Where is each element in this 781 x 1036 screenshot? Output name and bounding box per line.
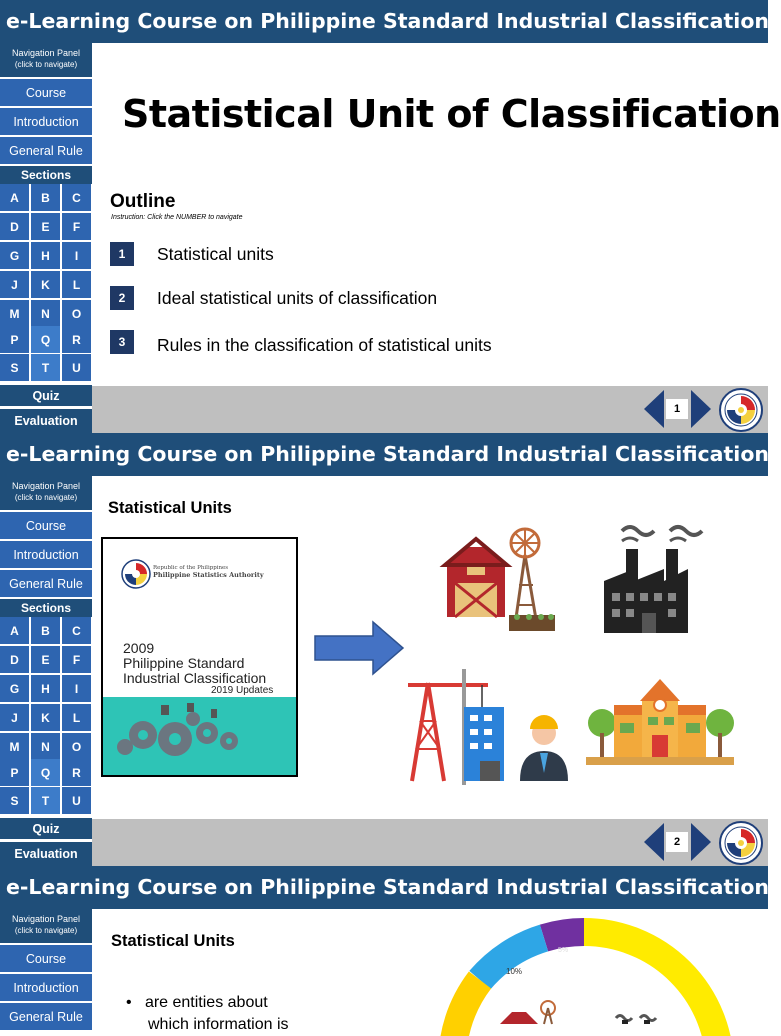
section-b-button[interactable]: B <box>31 184 61 212</box>
section-c-button[interactable]: C <box>62 184 92 212</box>
slide-1 <box>0 0 781 433</box>
section-a-button[interactable]: A <box>0 184 30 212</box>
section-d-button[interactable]: D <box>0 646 30 674</box>
book-agency: Philippine Statistics Authority <box>153 571 264 579</box>
nav-panel-hint: (click to navigate) <box>14 493 78 502</box>
section-t-button[interactable]: T <box>31 354 61 382</box>
section-r-button[interactable]: R <box>62 759 92 787</box>
donut-label-10: 10% <box>506 967 523 976</box>
book-title <box>123 641 266 686</box>
nav-general-rule-button[interactable]: General Rule <box>0 137 92 165</box>
section-n-button[interactable]: N <box>31 733 61 761</box>
slide-footer <box>92 386 768 433</box>
nav-introduction-button[interactable]: Introduction <box>0 541 92 569</box>
previous-slide-arrow-icon[interactable] <box>644 390 664 428</box>
psa-seal-logo <box>719 388 763 432</box>
bullet-line-1: • are entities about <box>126 994 268 1011</box>
nav-panel-title-text: Navigation Panel <box>11 48 81 58</box>
section-m-button[interactable]: M <box>0 300 30 328</box>
next-slide-arrow-icon[interactable] <box>691 823 711 861</box>
farm-icon <box>445 525 557 637</box>
outline-instruction: Instruction: Click the NUMBER to navigate <box>111 214 243 221</box>
outline-number-3-button[interactable]: 3 <box>110 330 134 354</box>
nav-introduction-button[interactable]: Introduction <box>0 108 92 136</box>
book-cover-band <box>103 697 296 775</box>
nav-panel-hint: (click to navigate) <box>14 60 78 69</box>
section-f-button[interactable]: F <box>62 213 92 241</box>
outline-number-1-button[interactable]: 1 <box>110 242 134 266</box>
section-u-button[interactable]: U <box>62 354 92 382</box>
section-i-button[interactable]: I <box>62 242 92 270</box>
nav-panel-hint: (click to navigate) <box>14 926 78 935</box>
factory-smoke-partial <box>616 1016 656 1025</box>
nav-panel-title-text: Navigation Panel <box>11 914 81 924</box>
section-q-button[interactable]: Q <box>31 759 61 787</box>
nav-panel-title <box>0 476 92 511</box>
nav-introduction-button[interactable]: Introduction <box>0 974 92 1002</box>
section-g-button[interactable]: G <box>0 242 30 270</box>
nav-sections-label: Sections <box>0 166 92 184</box>
nav-course-button[interactable]: Course <box>0 512 92 540</box>
book-republic: Republic of the Philippines <box>153 565 229 571</box>
outline-number-2-button[interactable]: 2 <box>110 286 134 310</box>
donut-chart <box>446 930 726 1024</box>
factory-icon <box>604 521 704 637</box>
slide-3 <box>0 866 770 1033</box>
section-k-button[interactable]: K <box>31 271 61 299</box>
nav-course-button[interactable]: Course <box>0 945 92 973</box>
section-c-button[interactable]: C <box>62 617 92 645</box>
bullet-line-2: which information is <box>148 1016 289 1033</box>
section-o-button[interactable]: O <box>62 733 92 761</box>
book-updates: 2019 Updates <box>211 685 274 696</box>
book-title-line-2: Industrial Classification <box>123 670 267 686</box>
section-s-button[interactable]: S <box>0 354 30 382</box>
section-s-button[interactable]: S <box>0 787 30 815</box>
nav-general-rule-button[interactable]: General Rule <box>0 1003 92 1031</box>
section-d-button[interactable]: D <box>0 213 30 241</box>
slide-title: Statistical Unit of Classification <box>122 92 781 136</box>
section-q-button[interactable]: Q <box>31 326 61 354</box>
psic-book-cover <box>101 537 298 777</box>
course-header: e-Learning Course on Philippine Standard Industrial Classification <box>0 0 768 43</box>
section-e-button[interactable]: E <box>31 213 61 241</box>
slide-footer <box>92 819 768 866</box>
section-i-button[interactable]: I <box>62 675 92 703</box>
section-m-button[interactable]: M <box>0 733 30 761</box>
section-p-button[interactable]: P <box>0 759 30 787</box>
outline-item-2: Ideal statistical units of classification <box>157 288 438 308</box>
book-title-line-1: Philippine Standard <box>123 655 245 671</box>
section-t-button[interactable]: T <box>31 787 61 815</box>
book-year: 2009 <box>123 640 155 656</box>
slide-2 <box>0 433 768 866</box>
psa-seal-logo <box>121 559 151 589</box>
section-n-button[interactable]: N <box>31 300 61 328</box>
gears-icon <box>103 697 296 775</box>
section-l-button[interactable]: L <box>62 271 92 299</box>
section-k-button[interactable]: K <box>31 704 61 732</box>
section-heading: Statistical Units <box>108 499 232 517</box>
section-f-button[interactable]: F <box>62 646 92 674</box>
section-u-button[interactable]: U <box>62 787 92 815</box>
psa-seal-logo <box>719 821 763 865</box>
right-arrow-icon <box>315 620 405 676</box>
section-j-button[interactable]: J <box>0 271 30 299</box>
donut-label-5: 5% <box>558 947 569 954</box>
school-icon <box>584 675 736 767</box>
section-j-button[interactable]: J <box>0 704 30 732</box>
section-p-button[interactable]: P <box>0 326 30 354</box>
outline-item-3: Rules in the classification of statistical units <box>157 335 492 355</box>
nav-general-rule-button[interactable]: General Rule <box>0 570 92 598</box>
previous-slide-arrow-icon[interactable] <box>644 823 664 861</box>
nav-sections-label: Sections <box>0 599 92 617</box>
page-number: 1 <box>666 399 688 419</box>
nav-course-button[interactable]: Course <box>0 79 92 107</box>
section-o-button[interactable]: O <box>62 300 92 328</box>
section-a-button[interactable]: A <box>0 617 30 645</box>
section-r-button[interactable]: R <box>62 326 92 354</box>
section-heading: Statistical Units <box>111 932 235 950</box>
section-e-button[interactable]: E <box>31 646 61 674</box>
outline-heading: Outline <box>110 191 176 212</box>
farm-icon-partial <box>500 1001 555 1024</box>
definition-bullet <box>126 992 289 1036</box>
nav-panel-title-text: Navigation Panel <box>11 481 81 491</box>
section-l-button[interactable]: L <box>62 704 92 732</box>
section-h-button[interactable]: H <box>31 242 61 270</box>
nav-evaluation-button[interactable]: Evaluation <box>0 409 92 433</box>
nav-panel-title <box>0 43 92 78</box>
nav-quiz-button[interactable]: Quiz <box>0 385 92 407</box>
outline-item-1: Statistical units <box>157 244 274 264</box>
nav-evaluation-button[interactable]: Evaluation <box>0 842 92 866</box>
nav-panel-title <box>0 909 92 944</box>
construction-icon <box>408 669 570 785</box>
course-header: e-Learning Course on Philippine Standard Industrial Classification <box>0 866 768 909</box>
course-header: e-Learning Course on Philippine Standard Industrial Classification <box>0 433 768 476</box>
page-number: 2 <box>666 832 688 852</box>
section-h-button[interactable]: H <box>31 675 61 703</box>
nav-quiz-button[interactable]: Quiz <box>0 818 92 840</box>
section-g-button[interactable]: G <box>0 675 30 703</box>
section-b-button[interactable]: B <box>31 617 61 645</box>
next-slide-arrow-icon[interactable] <box>691 390 711 428</box>
bullet-line-1-text: are entities about <box>144 994 268 1011</box>
book-publisher <box>153 565 264 579</box>
